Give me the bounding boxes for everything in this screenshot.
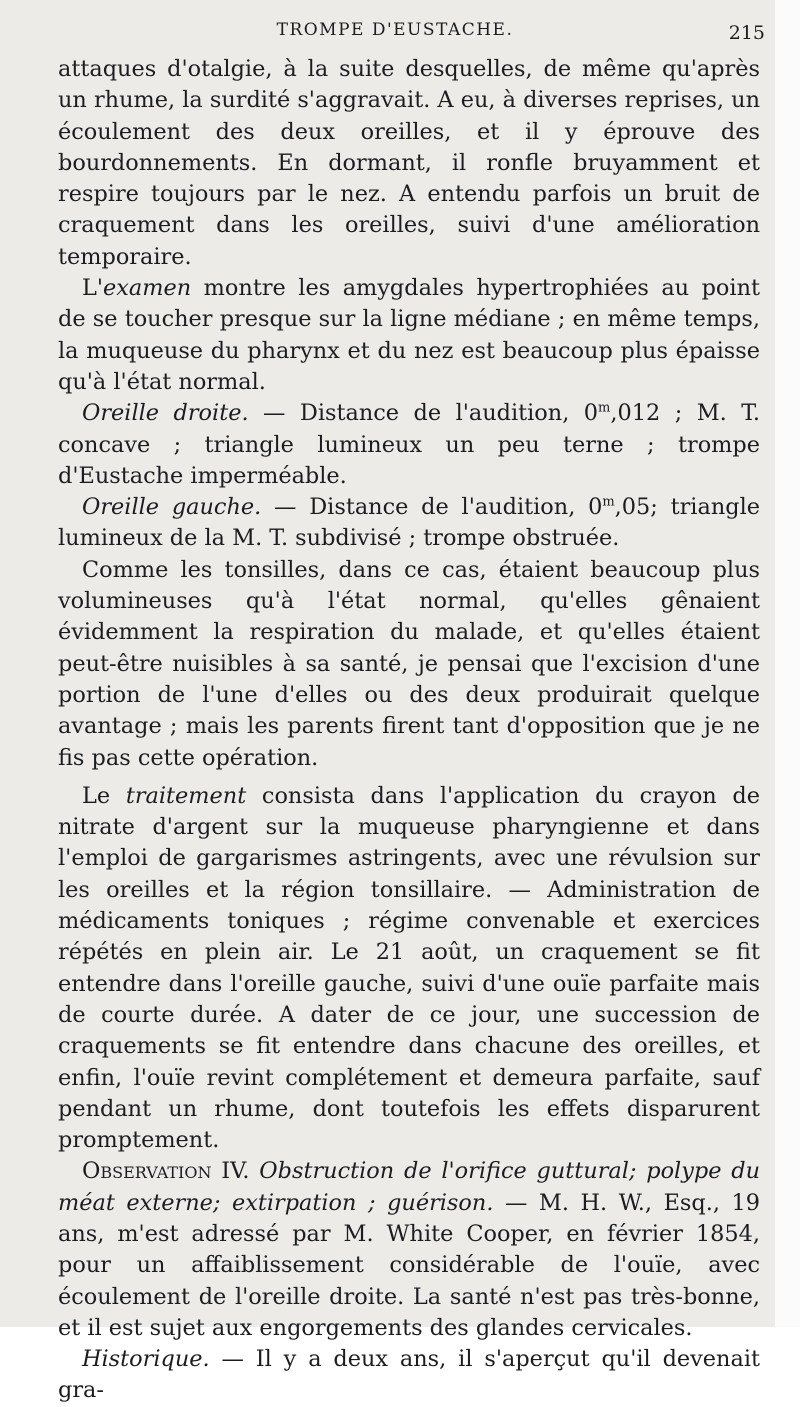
observation-title: Obstruction de l'orifice guttural; polype du méat externe; extirpation ; guérison. [58,1158,760,1216]
running-title: TROMPE D'EUSTACHE. [276,20,514,40]
paragraph-continuation: attaques d'otalgie, à la suite desquelles, de même qu'après un rhume, la surdité s'aggravait. A eu, à diverses reprises, un écoulement des deux oreilles, et il y éprouve des bourdonnements. En dormant, il ronfle bruyamment et respire toujours par le nez. A entendu parfois un bruit de craquement dans les oreilles, suivi d'une amélioration temporaire. [58,56,760,270]
page-margin-edge [775,0,800,1327]
emphasis-traitement: traitement [125,782,247,809]
observation-heading: Observation IV. [82,1158,250,1185]
paragraph-oreille-droite: Oreille droite. — Distance de l'audition, 0$^m$,012 ; M. T. concave ; triangle lumineux un peu terne ; trompe d'Eustache imperméable. [58,400,760,489]
page-number: 215 [728,22,765,44]
paragraph-observation-iv: Observation IV. Obstruction de l'orifice guttural; polype du méat externe; extirpation ; guérison. — M. H. W., Esq., 19 ans, m'est adressé par M. White Cooper, en février 1854, pour un affaiblissement considérable de l'ouïe, avec écoulement de l'oreille droite. La santé n'est pas très-bonne, et il est sujet aux engorgements des glandes cervicales. [58,1158,761,1341]
heading-oreille-droite: Oreille droite. [82,400,249,427]
emphasis-examen: examen [103,275,192,302]
paragraph-historique: Historique. — Il y a deux ans, il s'aperçut qu'il devenait gra- [58,1346,760,1404]
heading-oreille-gauche: Oreille gauche. [82,494,262,521]
body-text [58,54,760,1407]
paragraph-oreille-gauche: Oreille gauche. — Distance de l'audition, 0$^m$,05; triangle lumineux de la M. T. subdivisé ; trompe obstruée. [58,494,760,552]
paragraph-tonsilles: Comme les tonsilles, dans ce cas, étaient beaucoup plus volumineuses qu'à l'état normal, qu'elles gênaient évidemment la respiration du malade, et qu'elles étaient peut-être nuisibles à sa santé, je pensai que l'excision d'une portion de l'une d'elles ou des deux produirait quelque avantage ; mais les parents firent tant d'opposition que je ne fis pas cette opération. [58,556,760,771]
paragraph-examen: L'examen montre les amygdales hypertrophiées au point de se toucher presque sur la ligne médiane ; en même temps, la muqueuse du pharynx et du nez est beaucoup plus épaisse qu'à l'état normal. [58,275,760,395]
heading-historique: Historique. [82,1346,210,1373]
page-header [0,18,775,48]
paragraph-traitement: Le traitement consista dans l'application du crayon de nitrate d'argent sur la muqueuse pharyngienne et dans l'emploi de gargarismes astringents, avec une révulsion sur les oreilles et la région tonsillaire. — Administration de médicaments toniques ; régime convenable et exercices répétés en plein air. Le 21 août, un craquement se fit entendre dans l'oreille gauche, suivi d'une ouïe parfaite mais de courte durée. A dater de ce jour, une succession de craquements se fit entendre dans chacune des oreilles, et enfin, l'ouïe revint complétement et demeura parfaite, sauf pendant un rhume, dont toutefois les effets disparurent promptement. [58,782,760,1154]
